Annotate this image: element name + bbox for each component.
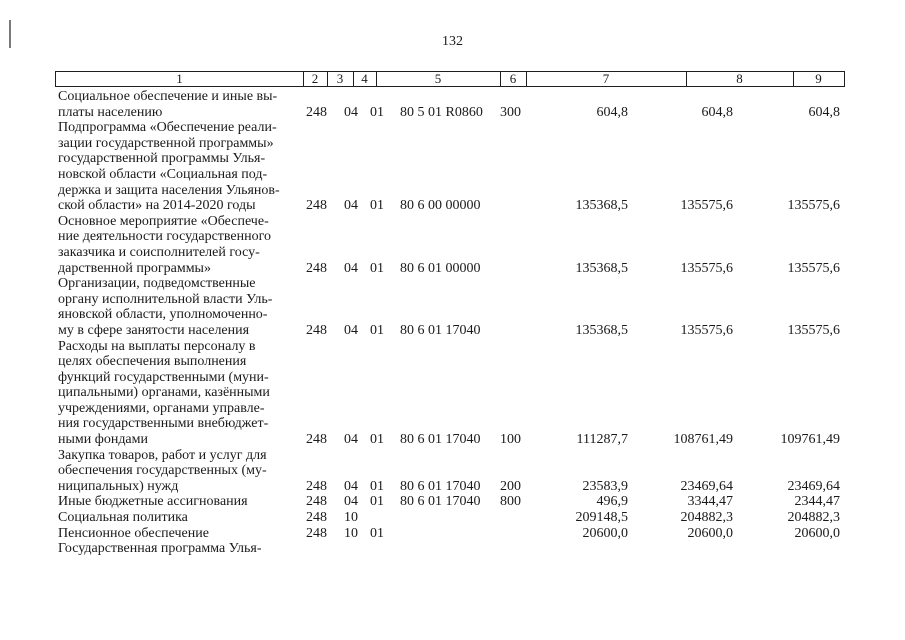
cell-c7: 209148,5 (575, 510, 628, 526)
description-line: ской области» на 2014-2020 годы (58, 198, 256, 214)
description-line: Иные бюджетные ассигнования (58, 494, 248, 510)
description-line: Социальная политика (58, 510, 188, 526)
cell-c3: 04 (344, 432, 358, 448)
cell-c2: 248 (306, 510, 327, 526)
cell-c3: 04 (344, 260, 358, 276)
row-description (58, 120, 298, 214)
cell-c2: 248 (306, 525, 327, 541)
table-row (58, 494, 848, 510)
description-line: Подпрограмма «Обеспечение реали- (58, 120, 277, 136)
table-row (58, 541, 848, 557)
cell-c3: 04 (344, 198, 358, 214)
row-description (58, 448, 298, 495)
cell-c7: 23583,9 (582, 478, 628, 494)
description-line: ние деятельности государственного (58, 229, 272, 245)
description-line: платы населению (58, 104, 163, 120)
description-line: ными фондами (58, 432, 149, 448)
description-line: му в сфере занятости населения (58, 322, 250, 338)
cell-c8: 3344,47 (687, 494, 733, 510)
cell-c2: 248 (306, 478, 327, 494)
cell-c9: 204882,3 (787, 510, 840, 526)
cell-c7: 135368,5 (575, 322, 628, 338)
cell-c4: 01 (370, 494, 384, 510)
table-row (58, 510, 848, 526)
description-line: яновской области, уполномоченно- (58, 307, 268, 323)
row-description (58, 541, 298, 557)
cell-c3: 10 (344, 525, 358, 541)
cell-c8: 135575,6 (680, 260, 733, 276)
header-col-7: 7 (526, 72, 687, 86)
cell-c7: 135368,5 (575, 260, 628, 276)
description-line: Расходы на выплаты персоналу в (58, 338, 256, 354)
cell-c9: 2344,47 (794, 494, 840, 510)
table-row (58, 120, 848, 214)
cell-c2: 248 (306, 104, 327, 120)
cell-c5: 80 6 01 17040 (400, 478, 481, 494)
cell-c4: 01 (370, 260, 384, 276)
description-line: органу исполнительной власти Уль- (58, 291, 273, 307)
description-line: обеспечения государственных (му- (58, 463, 267, 479)
cell-c8: 135575,6 (680, 322, 733, 338)
cell-c5: 80 5 01 R0860 (400, 104, 483, 120)
table-row (58, 214, 848, 276)
cell-c7: 135368,5 (575, 198, 628, 214)
table-row (58, 526, 848, 542)
cell-c5: 80 6 01 17040 (400, 432, 481, 448)
table-row (58, 448, 848, 495)
cell-c3: 04 (344, 478, 358, 494)
header-col-8: 8 (686, 72, 794, 86)
cell-c9: 20600,0 (794, 525, 840, 541)
row-description (58, 494, 298, 510)
description-line: новской области «Социальная под- (58, 166, 268, 182)
cell-c4: 01 (370, 525, 384, 541)
description-line: Пенсионное обеспечение (58, 525, 209, 541)
cell-c4: 01 (370, 104, 384, 120)
cell-c9: 604,8 (808, 104, 840, 120)
cell-c2: 248 (306, 432, 327, 448)
cell-c7: 604,8 (596, 104, 628, 120)
cell-c9: 135575,6 (787, 198, 840, 214)
description-line: государственной программы Улья- (58, 151, 266, 167)
description-line: дарственной программы» (58, 260, 211, 276)
description-line: ципальными) органами, казёнными (58, 385, 270, 401)
row-description (58, 339, 298, 448)
cell-c3: 04 (344, 104, 358, 120)
cell-c9: 135575,6 (787, 322, 840, 338)
description-line: заказчика и соисполнителей госу- (58, 244, 260, 260)
cell-c9: 135575,6 (787, 260, 840, 276)
header-col-1: 1 (56, 72, 304, 86)
cell-c7: 20600,0 (582, 525, 628, 541)
description-line: ния государственными внебюджет- (58, 416, 269, 432)
cell-c6: 300 (500, 104, 521, 120)
cell-c2: 248 (306, 198, 327, 214)
page-number: 132 (442, 34, 463, 49)
cell-c2: 248 (306, 494, 327, 510)
cell-c3: 04 (344, 322, 358, 338)
cell-c4: 01 (370, 198, 384, 214)
header-col-5: 5 (376, 72, 501, 86)
cell-c8: 204882,3 (680, 510, 733, 526)
description-line: Основное мероприятие «Обеспече- (58, 213, 269, 229)
row-description (58, 526, 298, 542)
row-description (58, 89, 298, 120)
cell-c6: 100 (500, 432, 521, 448)
cell-c2: 248 (306, 322, 327, 338)
cell-c8: 135575,6 (680, 198, 733, 214)
description-line: ниципальных) нужд (58, 478, 179, 494)
cell-c9: 23469,64 (787, 478, 840, 494)
cell-c5: 80 6 00 00000 (400, 198, 481, 214)
row-description (58, 276, 298, 338)
row-description (58, 214, 298, 276)
header-col-2: 2 (303, 72, 328, 86)
row-description (58, 510, 298, 526)
header-col-3: 3 (327, 72, 354, 86)
cell-c4: 01 (370, 432, 384, 448)
description-line: функций государственными (муни- (58, 369, 269, 385)
cell-c7: 111287,7 (576, 432, 628, 448)
header-col-9: 9 (815, 71, 822, 86)
cell-c7: 496,9 (596, 494, 628, 510)
cell-c3: 04 (344, 494, 358, 510)
cell-c4: 01 (370, 478, 384, 494)
cell-c8: 23469,64 (680, 478, 733, 494)
description-line: Организации, подведомственные (58, 276, 256, 292)
description-line: держка и защита населения Ульянов- (58, 182, 280, 198)
table-row (58, 89, 848, 120)
description-line: Закупка товаров, работ и услуг для (58, 447, 267, 463)
cell-c3: 10 (344, 510, 358, 526)
table-row (58, 276, 848, 338)
cell-c6: 800 (500, 494, 521, 510)
cell-c8: 20600,0 (687, 525, 733, 541)
cell-c8: 108761,49 (673, 432, 733, 448)
table-body (58, 89, 848, 557)
cell-c6: 200 (500, 478, 521, 494)
cell-c5: 80 6 01 17040 (400, 494, 481, 510)
cell-c9: 109761,49 (780, 432, 840, 448)
cell-c5: 80 6 01 17040 (400, 322, 481, 338)
header-col-4: 4 (353, 72, 377, 86)
cell-c2: 248 (306, 260, 327, 276)
description-line: Социальное обеспечение и иные вы- (58, 89, 278, 104)
description-line: зации государственной программы» (58, 135, 274, 151)
cell-c4: 01 (370, 322, 384, 338)
table-row (58, 339, 848, 448)
cell-c5: 80 6 01 00000 (400, 260, 481, 276)
table-header-row (55, 71, 845, 87)
description-line: учреждениями, органами управле- (58, 400, 265, 416)
cell-c8: 604,8 (701, 104, 733, 120)
header-col-6: 6 (500, 72, 527, 86)
description-line: Государственная программа Улья- (58, 541, 262, 557)
description-line: целях обеспечения выполнения (58, 354, 247, 370)
